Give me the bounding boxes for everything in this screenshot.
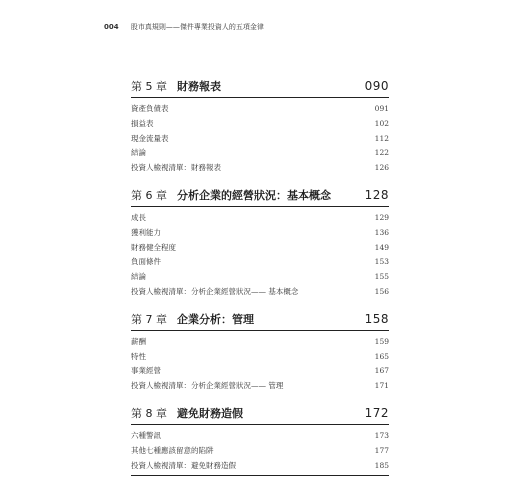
chapter-heading[interactable] — [131, 187, 389, 207]
toc-entry[interactable] — [131, 132, 389, 147]
entry-label: 投資人檢視清單：避免財務造假 — [131, 460, 236, 470]
chapter-page: 172 — [364, 405, 389, 420]
chapter-page: 090 — [364, 79, 389, 93]
toc-entry[interactable] — [131, 285, 389, 300]
toc-entry[interactable] — [131, 429, 389, 444]
entry-page: 149 — [374, 242, 389, 252]
entry-label: 結論 — [131, 148, 146, 158]
chapter-title: 分析企業的經營狀況：基本概念 — [177, 188, 331, 202]
toc-entry[interactable] — [131, 459, 389, 474]
chapter-heading[interactable] — [131, 405, 389, 425]
chapter-title: 財務報表 — [177, 80, 221, 93]
entry-page: 159 — [374, 336, 389, 346]
running-head-title: 股市真規則——傑件專業投資人的五項金律 — [130, 23, 264, 31]
entry-page: 173 — [374, 430, 389, 440]
entry-page: 165 — [374, 351, 389, 361]
chapter-heading[interactable] — [131, 311, 389, 331]
entry-page: 126 — [374, 163, 389, 173]
entry-page: 122 — [374, 148, 389, 158]
entry-label: 投資人檢視清單：分析企業經營狀況—— 管理 — [131, 381, 284, 391]
entry-label: 損益表 — [131, 118, 154, 128]
chapter-title: 企業分析：管理 — [177, 312, 254, 326]
entry-label: 現金流量表 — [131, 133, 169, 143]
entry-label: 特性 — [131, 351, 146, 361]
toc-entry[interactable] — [131, 241, 389, 256]
entry-page: 156 — [374, 286, 389, 296]
chapter-number: 第 5 章 — [131, 80, 167, 93]
toc-entry[interactable] — [131, 117, 389, 132]
entry-page: 112 — [374, 133, 389, 143]
toc-entry[interactable] — [131, 364, 389, 379]
entry-page: 129 — [374, 212, 389, 222]
entry-page: 153 — [374, 257, 389, 267]
chapter-page: 158 — [364, 311, 389, 326]
entry-page: 171 — [374, 381, 389, 391]
entry-label: 結論 — [131, 272, 146, 282]
toc-entry[interactable] — [131, 335, 389, 350]
entry-label: 成長 — [131, 212, 146, 222]
chapter-5 — [131, 78, 389, 176]
chapter-6 — [131, 187, 389, 300]
table-of-contents — [131, 78, 389, 487]
entry-label: 資產負債表 — [131, 104, 169, 113]
running-head — [104, 22, 264, 32]
entry-page: 102 — [374, 118, 389, 128]
entry-label: 負面條件 — [131, 257, 161, 267]
entry-label: 投資人檢視清單：財務報表 — [131, 163, 221, 173]
toc-entry[interactable] — [131, 270, 389, 285]
toc-entry[interactable] — [131, 211, 389, 226]
toc-entry[interactable] — [131, 444, 389, 459]
chapter-8 — [131, 405, 389, 476]
toc-entry[interactable] — [131, 226, 389, 241]
entry-page: 167 — [374, 366, 389, 376]
section-end-rule — [131, 475, 389, 476]
entry-label: 投資人檢視清單：分析企業經營狀況—— 基本概念 — [131, 286, 299, 296]
entry-page: 177 — [374, 445, 389, 455]
entry-label: 事業經營 — [131, 366, 161, 376]
toc-entry[interactable] — [131, 350, 389, 365]
entry-page: 155 — [374, 272, 389, 282]
page-number: 004 — [104, 23, 119, 31]
toc-entry[interactable] — [131, 146, 389, 161]
chapter-number: 第 7 章 — [131, 312, 167, 326]
chapter-page: 128 — [364, 187, 389, 202]
chapter-number: 第 6 章 — [131, 188, 167, 202]
chapter-7 — [131, 311, 389, 394]
entry-label: 薪酬 — [131, 336, 146, 346]
chapter-title: 避免財務造假 — [177, 406, 243, 420]
toc-entry[interactable] — [131, 379, 389, 394]
toc-entry[interactable] — [131, 255, 389, 270]
entry-label: 獲利能力 — [131, 227, 161, 237]
toc-entry[interactable] — [131, 102, 389, 117]
entry-page: 091 — [374, 104, 389, 113]
chapter-number: 第 8 章 — [131, 406, 167, 420]
chapter-heading[interactable] — [131, 78, 389, 98]
entry-page: 185 — [374, 460, 389, 470]
entry-label: 六種警訊 — [131, 430, 161, 440]
entry-page: 136 — [374, 227, 389, 237]
entry-label: 其他七種應該留意的陷阱 — [131, 445, 214, 455]
entry-label: 財務健全程度 — [131, 242, 176, 252]
toc-entry[interactable] — [131, 161, 389, 176]
